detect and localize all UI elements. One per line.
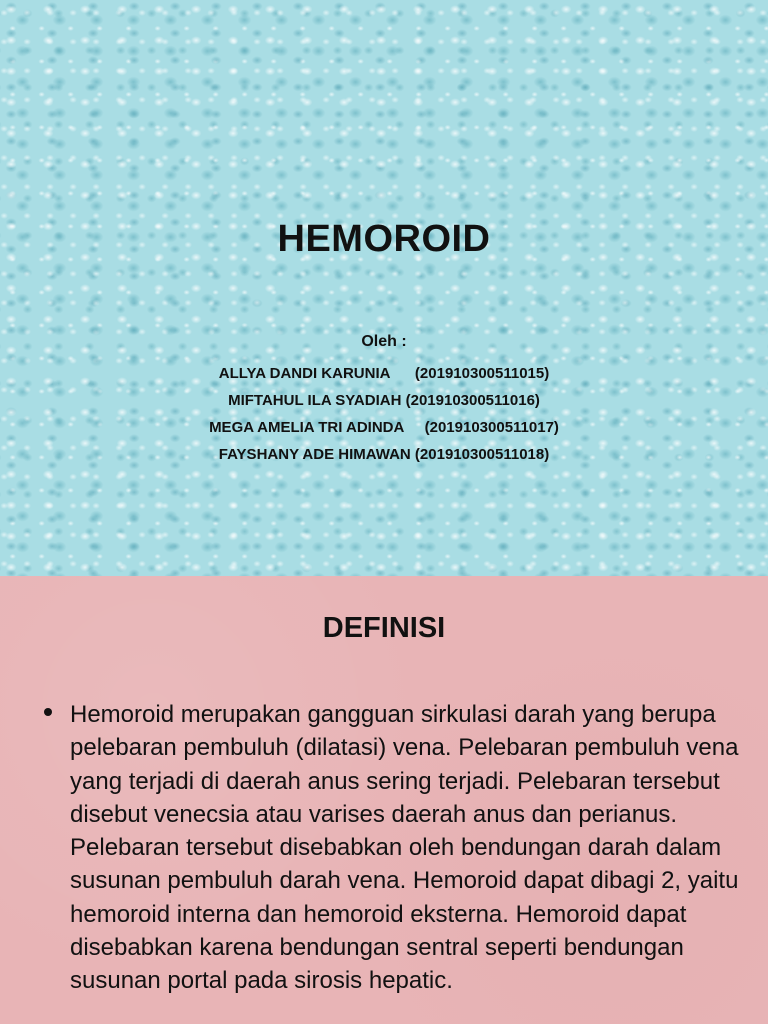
member-gap [404, 419, 425, 436]
authors-label: Oleh : [361, 333, 407, 350]
member-name: MIFTAHUL ILA SYADIAH [228, 392, 402, 409]
member-row [0, 419, 768, 436]
member-name: FAYSHANY ADE HIMAWAN [218, 446, 411, 463]
member-row [0, 365, 768, 382]
definition-text: Hemoroid merupakan gangguan sirkulasi darah yang berupa pelebaran pembuluh (dilatasi) vena. Pelebaran pembuluh vena yang terjadi di daerah anus sering terjadi. Pelebaran tersebut disebut venecsia atau varises daerah anus dan perianus. Pelebaran tersebut disebabkan oleh bendungan darah dalam susunan pembuluh darah vena. Hemoroid dapat dibagi 2, yaitu hemoroid interna dan hemoroid eksterna. Hemoroid dapat disebabkan karena bendungan sentral seperti bendungan susunan portal pada sirosis hepatic. [70, 701, 739, 995]
member-name: ALLYA DANDI KARUNIA [218, 365, 390, 382]
definition-slide [0, 576, 768, 1024]
bullet-icon [44, 708, 52, 716]
section-title: DEFINISI [322, 612, 446, 644]
member-name: MEGA AMELIA TRI ADINDA [209, 419, 404, 436]
member-gap [390, 365, 415, 382]
presentation-title: HEMOROID [277, 218, 491, 260]
member-id: (201910300511018) [414, 446, 550, 463]
member-id: (201910300511015) [414, 365, 550, 382]
member-row [0, 392, 768, 409]
member-id: (201910300511016) [405, 392, 540, 409]
member-id: (201910300511017) [424, 419, 559, 436]
member-row [0, 446, 768, 463]
